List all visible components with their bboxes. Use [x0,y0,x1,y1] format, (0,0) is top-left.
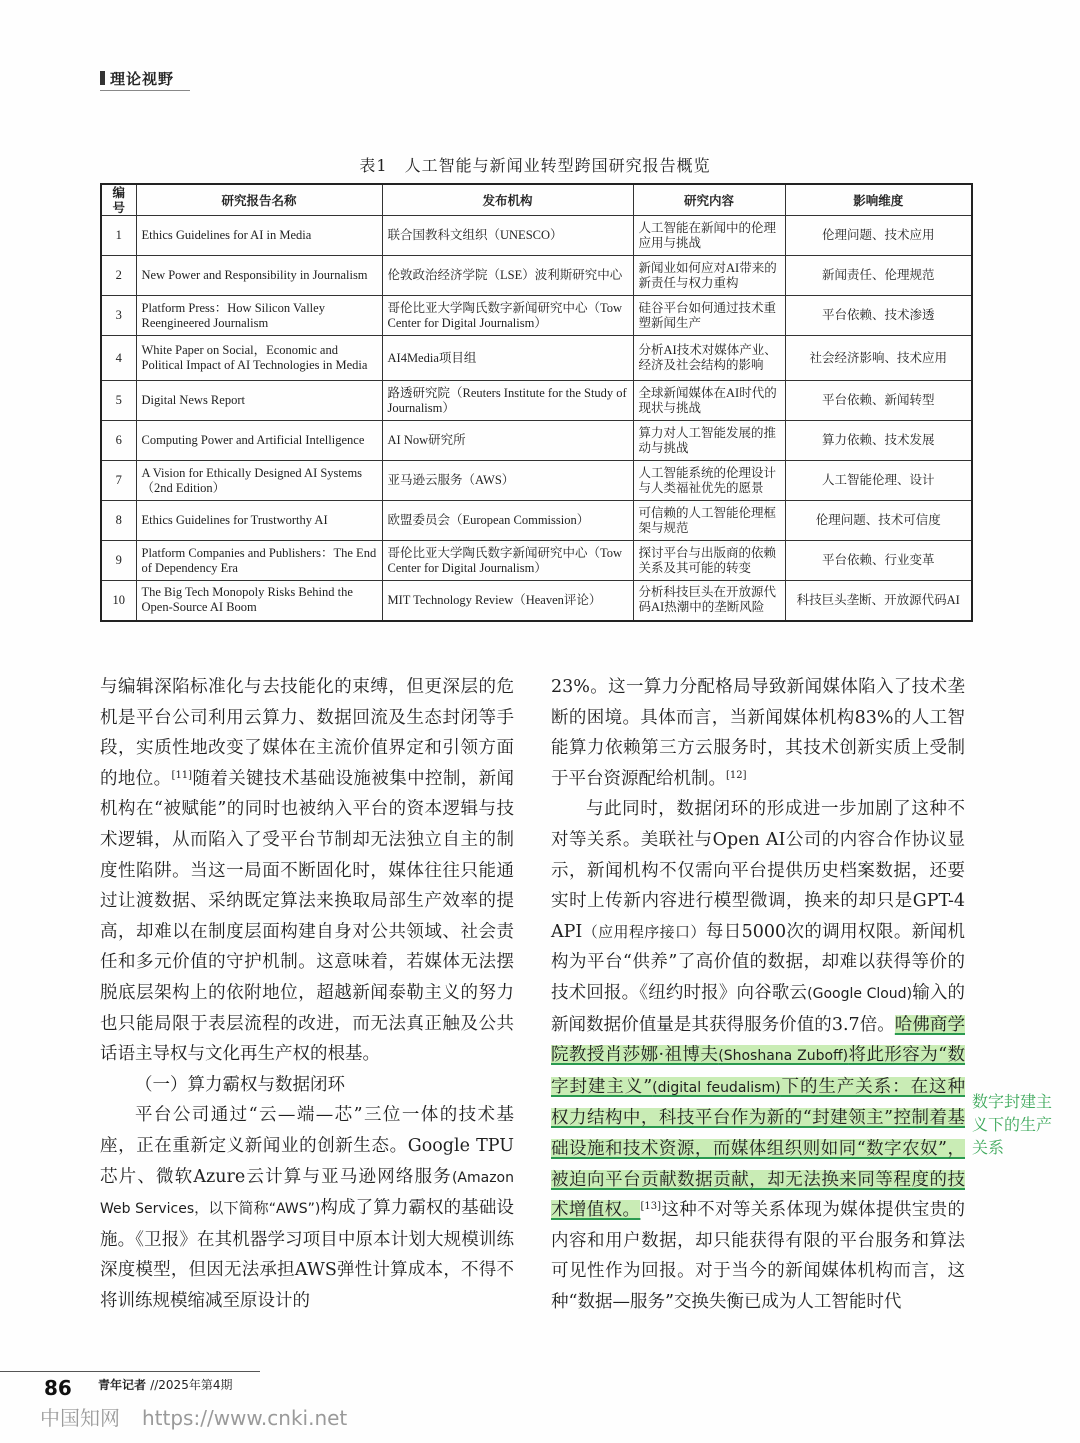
cell-report-name: White Paper on Social，Economic and Political Impact of AI Technologies in Media [136,336,382,381]
cell-content: 新闻业如何应对AI带来的新责任与权力重构 [633,256,785,296]
paragraph: 23%。这一算力分配格局导致新闻媒体陷入了技术垄断的困境。具体而言，当新闻媒体机构83%的人工智能算力依赖第三方云服务时，其技术创新实质上受制于平台资源配给机制。[12] [551,677,965,789]
highlighted-passage[interactable]: 哈佛商学院教授肖莎娜·祖博夫(Shoshana Zuboff)将此形容为“数字封建主义”(digital feudalism)下的生产关系：在这种权力结构中，科技平台作为新的“封建领主”控制着基础设施和技术资源，而媒体组织则如同“数字农奴”，被迫向平台贡献数据贡献，却无法换来同等程度的技术增值权。 [551,1014,966,1221]
table-row [101,381,972,421]
page-number: 86 [44,1376,72,1400]
table-caption: 表1 人工智能与新闻业转型跨国研究报告概览 [359,156,711,175]
cell-dimension: 人工智能伦理、设计 [785,461,972,501]
cell-publisher: 联合国教科文组织（UNESCO） [382,216,633,256]
column-header: 研究内容 [633,184,785,216]
cell-content: 探讨平台与出版商的依赖关系及其可能的转变 [633,541,785,581]
table-row [101,541,972,581]
cell-report-name: The Big Tech Monopoly Risks Behind the Open-Source AI Boom [136,581,382,621]
cell-number: 7 [101,461,136,501]
cell-number: 3 [101,296,136,336]
column-header: 研究报告名称 [136,184,382,216]
cell-publisher: 欧盟委员会（European Commission） [382,501,633,541]
column-header: 发布机构 [382,184,633,216]
table-row [101,296,972,336]
paragraph: 平台公司通过“云—端—芯”三位一体的技术基座，正在重新定义新闻业的创新生态。Google TPU芯片、微软Azure云计算与亚马逊网络服务(Amazon Web Services，以下简称“AWS”)构成了算力霸权的基础设施。《卫报》在其机器学习项目中原本计划大规模训练深度模型，但因无法承担AWS弹性计算成本，不得不将训练规模缩减至原设计的 [100,1105,514,1311]
section-marker [100,71,105,85]
citation-ref: [13] [640,1201,661,1213]
cell-dimension: 伦理问题、技术可信度 [785,501,972,541]
cell-dimension: 社会经济影响、技术应用 [785,336,972,381]
cell-publisher: 哥伦比亚大学陶氏数字新闻研究中心（Tow Center for Digital Journalism） [382,296,633,336]
cell-content: 全球新闻媒体在AI时代的现状与挑战 [633,381,785,421]
cell-content: 硅谷平台如何通过技术重塑新闻生产 [633,296,785,336]
journal-name: 青年记者 [98,1378,147,1392]
cell-dimension: 算力依赖、技术发展 [785,421,972,461]
cell-publisher: 哥伦比亚大学陶氏数字新闻研究中心（Tow Center for Digital Journalism） [382,541,633,581]
cell-publisher: 伦敦政治经济学院（LSE）波利斯研究中心 [382,256,633,296]
cell-dimension: 平台依赖、技术渗透 [785,296,972,336]
cell-report-name: Ethics Guidelines for Trustworthy AI [136,501,382,541]
cell-publisher: AI4Media项目组 [382,336,633,381]
table-row [101,501,972,541]
left-column [100,672,514,1316]
cell-number: 4 [101,336,136,381]
cell-report-name: New Power and Responsibility in Journalism [136,256,382,296]
cell-number: 5 [101,381,136,421]
journal-info [98,1376,232,1393]
table-header-row [101,184,972,216]
cell-publisher: 亚马逊云服务（AWS） [382,461,633,501]
table-row [101,581,972,621]
journal-issue: //2025年第4期 [150,1378,233,1392]
cell-report-name: Ethics Guidelines for AI in Media [136,216,382,256]
footer-rule [0,1371,260,1372]
cell-number: 2 [101,256,136,296]
cell-content: 可信赖的人工智能伦理框架与规范 [633,501,785,541]
section-title: 理论视野 [110,70,175,88]
cell-content: 分析科技巨头在开放源代码AI热潮中的垄断风险 [633,581,785,621]
citation-ref: [11] [171,769,193,781]
watermark-url: https://www.cnki.net [142,1406,348,1430]
paragraph: 与编辑深陷标准化与去技能化的束缚，但更深层的危机是平台公司利用云算力、数据回流及生态封闭等手段，实质性地改变了媒体在主流价值界定和引领方面的地位。[11]随着关键技术基础设施被集中控制，新闻机构在“被赋能”的同时也被纳入平台的资本逻辑与技术逻辑，从而陷入了受平台节制却无法独立自主的制度性陷阱。当这一局面不断固化时，媒体往往只能通过让渡数据、采纳既定算法来换取局部生产效率的提高，却难以在制度层面构建自身对公共领域、社会责任和多元价值的守护机制。这意味着，若媒体无法摆脱底层架构上的依附地位，超越新闻泰勒主义的努力也只能局限于表层流程的改进，而无法真正触及公共话语主导权与文化再生产权的根基。 [100,677,515,1065]
cell-dimension: 平台依赖、新闻转型 [785,381,972,421]
cell-content: 算力对人工智能发展的推动与挑战 [633,421,785,461]
table-row [101,461,972,501]
section-rule [100,90,190,91]
cell-number: 8 [101,501,136,541]
cell-number: 10 [101,581,136,621]
cell-publisher: 路透研究院（Reuters Institute for the Study of Journalism） [382,381,633,421]
cell-report-name: A Vision for Ethically Designed AI Systems （2nd Edition） [136,461,382,501]
cell-number: 6 [101,421,136,461]
cell-dimension: 伦理问题、技术应用 [785,216,972,256]
cell-content: 分析AI技术对媒体产业、经济及社会结构的影响 [633,336,785,381]
cell-report-name: Computing Power and Artificial Intelligence [136,421,382,461]
report-table [100,183,973,622]
cell-report-name: Digital News Report [136,381,382,421]
watermark [40,1402,347,1431]
column-header: 编号 [101,184,136,216]
cell-publisher: MIT Technology Review（Heaven评论） [382,581,633,621]
right-column [551,672,965,1317]
paragraph: 与此同时，数据闭环的形成进一步加剧了这种不对等关系。美联社与Open AI公司的内容合作协议显示，新闻机构不仅需向平台提供历史档案数据，还要实时上传新内容进行模型微调，换来的却只是GPT-4 API（应用程序接口）每日5000次的调用权限。新闻机构为平台“供养”了高价值的数据，却难以获得等价的技术回报。《纽约时报》向谷歌云(Google Cloud)输入的新闻数据价值量是其获得服务价值的3.7倍。哈佛商学院教授肖莎娜·祖博夫(Shoshana Zuboff)将此形容为“数字封建主义”(digital feudalism)下的生产关系：在这种权力结构中，科技平台作为新的“封建领主”控制着基础设施和技术资源，而媒体组织则如同“数字农奴”，被迫向平台贡献数据贡献，却无法换来同等程度的技术增值权。[13]这种不对等关系体现为媒体提供宝贵的内容和用户数据，却只能获得有限的平台服务和算法可见性作为回报。对于当今的新闻媒体机构而言，这种“数据—服务”交换失衡已成为人工智能时代 [551,799,966,1312]
cell-content: 人工智能系统的伦理设计与人类福祉优先的愿景 [633,461,785,501]
cell-dimension: 新闻责任、伦理规范 [785,256,972,296]
section-header [100,68,174,89]
table-row [101,256,972,296]
table-row [101,421,972,461]
column-header: 影响维度 [785,184,972,216]
cell-publisher: AI Now研究所 [382,421,633,461]
margin-note[interactable]: 数字封建主义下的生产关系 [972,1092,1053,1157]
cell-dimension: 平台依赖、行业变革 [785,541,972,581]
table-row [101,336,972,381]
watermark-name: 中国知网 [40,1406,120,1430]
cell-report-name: Platform Companies and Publishers：The End of Dependency Era [136,541,382,581]
cell-content: 人工智能在新闻中的伦理应用与挑战 [633,216,785,256]
table-row [101,216,972,256]
cell-number: 9 [101,541,136,581]
cell-report-name: Platform Press：How Silicon Valley Reengineered Journalism [136,296,382,336]
subheading: （一）算力霸权与数据闭环 [135,1074,345,1095]
citation-ref: [12] [726,769,747,781]
cell-dimension: 科技巨头垄断、开放源代码AI [785,581,972,621]
cell-number: 1 [101,216,136,256]
